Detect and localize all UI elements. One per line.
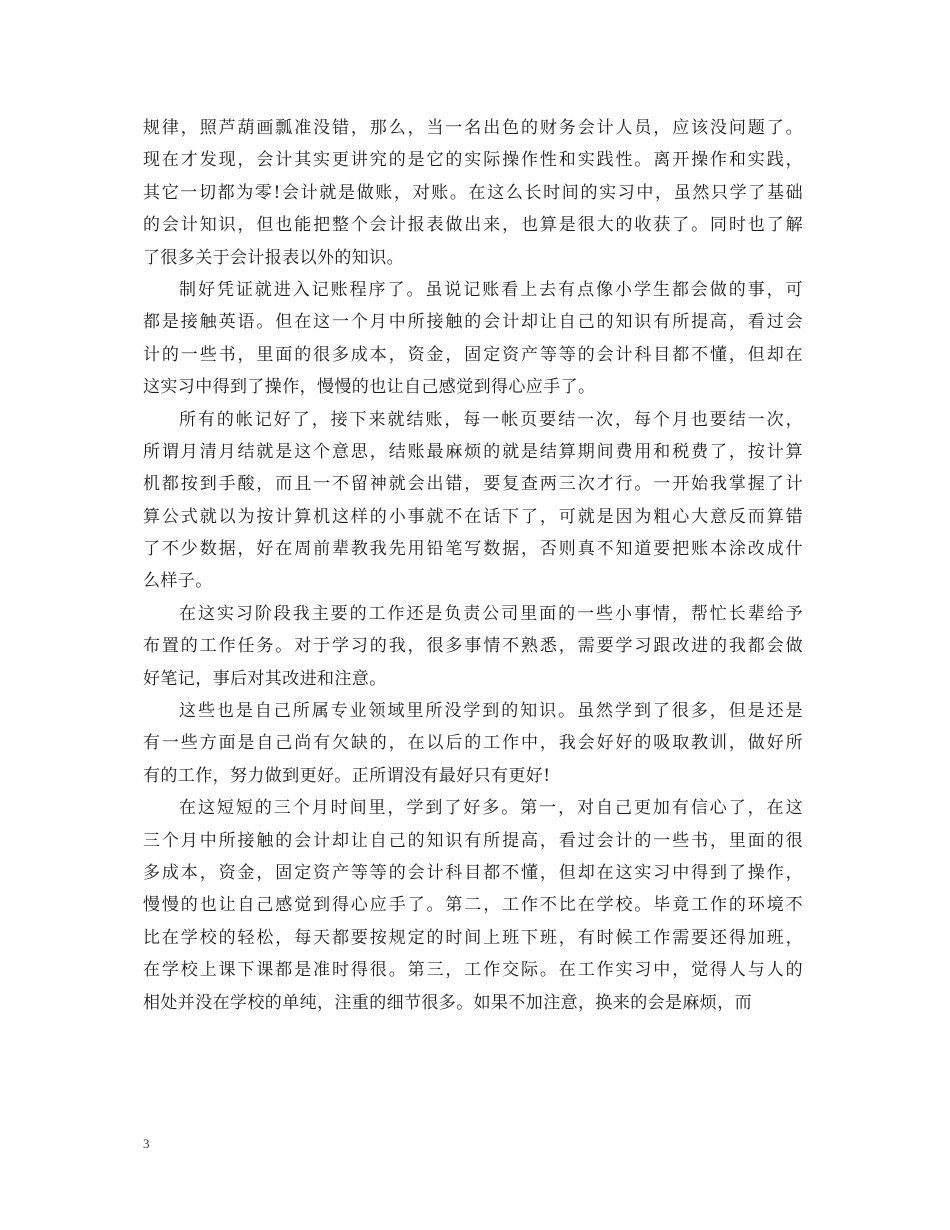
paragraph — [143, 274, 803, 404]
page-number: 3 — [143, 1136, 150, 1151]
document-body — [143, 112, 803, 1019]
text-line: 相处并没在学校的单纯，注重的细节很多。如果不加注意，换来的会是麻烦，而 — [143, 992, 752, 1013]
text-line: 其它一切都为零!会计就是做账，对账。在这么长时间的实习中，虽然只学了基础 — [143, 182, 803, 203]
text-line: 三个月中所接触的会计却让自己的知识有所提高，看过会计的一些书，里面的很 — [143, 830, 803, 851]
text-line: 布置的工作任务。对于学习的我，很多事情不熟悉，需要学习跟改进的我都会做 — [143, 636, 803, 657]
text-line: 么样子。 — [143, 571, 213, 592]
paragraph — [143, 792, 803, 1019]
text-line: 机都按到手酸，而且一不留神就会出错，要复查两三次才行。一开始我掌握了计 — [143, 474, 803, 495]
text-line: 都是接触英语。但在这一个月中所接触的会计却让自己的知识有所提高，看过会 — [143, 312, 803, 333]
text-line: 所谓月清月结就是这个意思，结账最麻烦的就是结算期间费用和税费了，按计算 — [143, 441, 803, 462]
text-line: 慢慢的也让自己感觉到得心应手了。第二，工作不比在学校。毕竟工作的环境不 — [143, 895, 803, 916]
text-line: 算公式就以为按计算机这样的小事就不在话下了，可就是因为粗心大意反而算错 — [143, 506, 803, 527]
paragraph — [143, 598, 803, 695]
text-line: 好笔记，事后对其改进和注意。 — [143, 668, 387, 689]
text-line: 这实习中得到了操作，慢慢的也让自己感觉到得心应手了。 — [143, 377, 596, 398]
text-line: 了不少数据，好在周前辈教我先用铅笔写数据，否则真不知道要把账本涂改成什 — [143, 539, 803, 560]
text-line: 了很多关于会计报表以外的知识。 — [143, 247, 404, 268]
text-line: 计的一些书，里面的很多成本，资金，固定资产等等的会计科目都不懂，但却在 — [143, 344, 803, 365]
text-line: 有的工作，努力做到更好。正所谓没有最好只有更好! — [143, 765, 551, 786]
text-line: 比在学校的轻松，每天都要按规定的时间上班下班，有时候工作需要还得加班， — [143, 927, 803, 948]
text-line: 规律，照芦葫画瓢准没错，那么，当一名出色的财务会计人员，应该没问题了。 — [143, 118, 803, 138]
text-line: 多成本，资金，固定资产等等的会计科目都不懂，但却在这实习中得到了操作， — [143, 862, 803, 883]
paragraph — [143, 404, 803, 598]
text-line: 在学校上课下课都是准时得很。第三，工作交际。在工作实习中，觉得人与人的 — [143, 960, 803, 981]
text-line: 这些也是自己所属专业领域里所没学到的知识。虽然学到了很多，但是还是 — [179, 701, 803, 722]
text-line: 有一些方面是自己尚有欠缺的，在以后的工作中，我会好好的吸取教训，做好所 — [143, 733, 803, 754]
text-line: 制好凭证就进入记账程序了。虽说记账看上去有点像小学生都会做的事，可 — [179, 279, 803, 300]
text-line: 在这短短的三个月时间里，学到了好多。第一，对自己更加有信心了，在这 — [179, 798, 803, 819]
paragraph — [143, 112, 803, 274]
text-line: 在这实习阶段我主要的工作还是负责公司里面的一些小事情，帮忙长辈给予 — [179, 603, 803, 624]
text-line: 的会计知识，但也能把整个会计报表做出来，也算是很大的收获了。同时也了解 — [143, 215, 803, 236]
paragraph — [143, 695, 803, 792]
text-line: 现在才发现，会计其实更讲究的是它的实际操作性和实践性。离开操作和实践， — [143, 150, 803, 171]
text-line: 所有的帐记好了，接下来就结账，每一帐页要结一次，每个月也要结一次， — [179, 409, 803, 430]
